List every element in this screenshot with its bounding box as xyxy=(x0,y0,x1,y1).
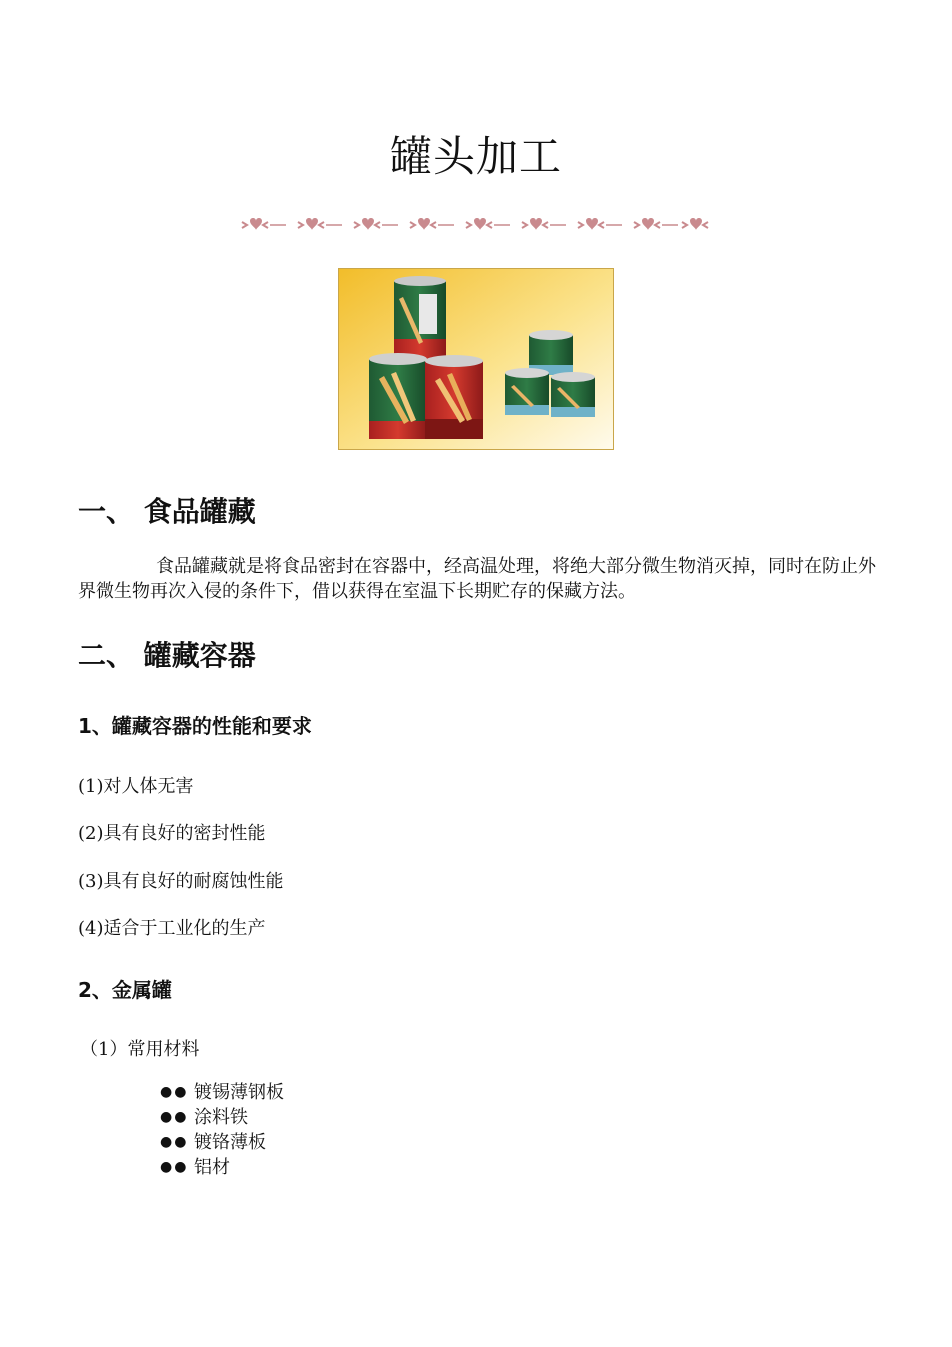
list-item: ●● 镀铬薄板 xyxy=(160,1132,266,1153)
section-heading-food-canning: 一、 食品罐藏 xyxy=(78,495,256,528)
section-heading-canning-containers: 二、 罐藏容器 xyxy=(78,639,256,672)
list-item: ●● 涂料铁 xyxy=(160,1107,248,1128)
page-title: 罐头加工 xyxy=(389,132,562,181)
bullet-icon: ●● xyxy=(160,1134,189,1150)
bullet-icon: ●● xyxy=(160,1159,189,1175)
list-item: ●● 铝材 xyxy=(160,1157,230,1178)
requirement-item: (1)对人体无害 xyxy=(78,776,194,797)
subheading-common-materials: （1）常用材料 xyxy=(80,1039,200,1060)
bullet-icon: ●● xyxy=(160,1109,189,1125)
materials-list xyxy=(160,1080,284,1180)
canned-food-photo xyxy=(338,268,614,450)
requirement-item: (4)适合于工业化的生产 xyxy=(78,918,266,939)
bullet-icon: ●● xyxy=(160,1084,189,1100)
food-canning-paragraph: 食品罐藏就是将食品密封在容器中，经高温处理，将绝大部分微生物消灭掉，同时在防止外界微生物再次入侵的条件下，借以获得在室温下长期贮存的保藏方法。 xyxy=(78,556,876,602)
heart-divider xyxy=(240,214,712,236)
requirement-item: (2)具有良好的密封性能 xyxy=(78,823,266,844)
list-item: ●● 镀锡薄钢板 xyxy=(160,1082,284,1103)
subheading-metal-cans: 2、金属罐 xyxy=(78,978,172,1002)
requirement-item: (3)具有良好的耐腐蚀性能 xyxy=(78,871,284,892)
subheading-container-requirements: 1、罐藏容器的性能和要求 xyxy=(78,714,312,738)
